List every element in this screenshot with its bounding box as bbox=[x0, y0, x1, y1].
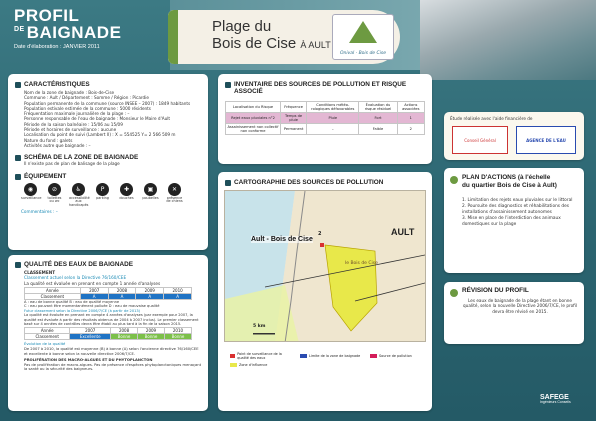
parking-icon: P bbox=[96, 183, 109, 196]
table-row: Année 2007 2008 2009 2010 bbox=[25, 328, 192, 334]
plan-bullet-icon bbox=[450, 176, 458, 184]
carac-line: Personne responsable de l'eau de baignade : Monsieur le Maire d'Ault bbox=[24, 116, 171, 122]
evolution-title: Évolution de la qualité bbox=[24, 342, 66, 347]
equipement-item: ◉ surveillance bbox=[21, 183, 40, 208]
legend-line: C : eau pouvant être momentanément polluée D : eau de mauvaise qualité bbox=[24, 304, 160, 309]
carac-line: Période de la saison balnéaire : 15/06 au 15/09 bbox=[24, 121, 123, 127]
table-row: Année 2007 2008 2009 2010 bbox=[25, 287, 192, 293]
profil-title-de: DE bbox=[14, 26, 25, 34]
classement-futur-table bbox=[24, 327, 192, 340]
plage-title-suffix: À AULT bbox=[300, 40, 331, 50]
plage-title bbox=[212, 18, 331, 52]
evolution-text: De 2007 à 2010, la qualité est moyenne (B) à bonne (A) selon l'ancienne directive 76/160/CEE et excellente à bonne selon la nouvelle directive 2006/7/CE. bbox=[24, 346, 199, 356]
water-drop-icon bbox=[15, 262, 21, 268]
map-scale: 5 km bbox=[253, 324, 266, 329]
safege-subtitle: Ingénieurs Conseils bbox=[540, 400, 571, 404]
pollution-map bbox=[224, 190, 426, 342]
date-elaboration: Date d'élaboration : JANVIER 2011 bbox=[14, 44, 100, 50]
plan-actions-card bbox=[444, 168, 584, 273]
equipment-icon bbox=[15, 174, 21, 180]
revision-card bbox=[444, 282, 584, 344]
plan-list bbox=[444, 198, 580, 228]
carac-line: Nature du fond : galets bbox=[24, 137, 73, 143]
equipement-item: ✚ douches bbox=[117, 183, 136, 208]
carac-line: Localisation du point de suivi (Lambert II) : X = 554525 Y= 2 566 509 m bbox=[24, 132, 176, 138]
futur-note: La qualité est évaluée en prenant en compte 4 années d'analyses (par exemple pour 2007, la qualité est évaluée à partir des résultats obtenus de 2004 à 2007 inclus). Le premier classement basé sur 4 années de contrôles devra être établi au plus tard à la fin de la saison 2015. bbox=[24, 313, 199, 326]
carac-line: Commune : Ault / Département : Somme / Région : Picardie bbox=[24, 95, 149, 101]
map-pin-icon bbox=[225, 180, 231, 186]
caracteristiques-list bbox=[24, 90, 203, 148]
carac-line: Activités autre que baignade : – bbox=[24, 142, 91, 148]
table-row: Rejet eaux pluviales n°2 Temps de pluie Pluie Fort 1 bbox=[226, 113, 425, 124]
equipement-item: ♿ accessibilité aux handicapés bbox=[69, 183, 88, 208]
cliff-photo bbox=[420, 0, 596, 80]
equipement-title: ÉQUIPEMENT bbox=[24, 172, 67, 180]
equipement-item: ✕ présence de chiens bbox=[165, 183, 184, 208]
safege-brand: SAFEGE bbox=[540, 394, 569, 401]
revision-title: RÉVISION DU PROFIL bbox=[462, 287, 529, 294]
accessibility-icon: ♿ bbox=[72, 183, 85, 196]
schema-title: SCHÉMA DE LA ZONE DE BAIGNADE bbox=[24, 154, 139, 162]
legend-item: Point de surveillance de la qualité des eaux bbox=[230, 352, 292, 360]
list-item: 2. Poursuite des diagnostics et réhabilitations des installations d'assainissement autonomes bbox=[462, 204, 570, 215]
legend-item: Source de pollution bbox=[370, 352, 432, 360]
inventaire-card bbox=[218, 74, 432, 164]
header-accent-tab bbox=[168, 10, 178, 64]
conseil-general-logo: Conseil Général bbox=[452, 126, 508, 154]
warning-icon bbox=[225, 82, 231, 88]
map-legend bbox=[230, 352, 432, 410]
sail-icon bbox=[349, 21, 377, 43]
carac-line: Fréquentation maximale journalière de la plage : – bbox=[24, 111, 130, 117]
map-icon bbox=[15, 155, 21, 161]
financement-card bbox=[444, 112, 584, 160]
agence-eau-logo: AGENCE DE L'EAU bbox=[516, 126, 576, 154]
actuel-title: Classement actuel selon la Directive 76/160/CEE bbox=[24, 275, 127, 281]
classement-actuel-table bbox=[24, 287, 192, 300]
caracteristiques-title: CARACTÉRISTIQUES bbox=[24, 81, 90, 88]
inventaire-table bbox=[225, 101, 425, 135]
equipement-footer: Commentaires : – bbox=[21, 209, 58, 215]
carac-line: Population permanente de la commune (source INSEE – 2007) : 1849 habitants bbox=[24, 100, 191, 106]
profil-title-line1: PROFIL bbox=[14, 6, 80, 25]
plage-title-line2: Bois de Cise bbox=[212, 35, 297, 52]
bin-icon: ▣ bbox=[144, 183, 157, 196]
no-smoking-icon: ⊘ bbox=[48, 183, 61, 196]
table-row: Localisation du Risque Fréquence Conditions météo-rologiques défavorables Évaluation du risque résiduel Actions associées bbox=[226, 102, 425, 113]
carac-line: Population estivale estimée de la commune : 5000 résidents bbox=[24, 105, 151, 111]
table-row: Classement A A A A bbox=[25, 293, 192, 299]
schema-note: Il n'existe pas de plan de balisage de la plage bbox=[24, 161, 120, 167]
plan-title-line1: PLAN D'ACTIONS (à l'échelle bbox=[462, 174, 551, 181]
plage-logo bbox=[332, 14, 394, 60]
map-label-beach: Ault - Bois de Cise bbox=[251, 236, 313, 243]
revision-bullet-icon bbox=[450, 289, 458, 297]
list-item: 3. Mise en place de l'interdiction des animaux domestiques sur la plage bbox=[462, 216, 561, 227]
scale-bar bbox=[253, 333, 275, 335]
map-label-number: 2 bbox=[318, 231, 322, 237]
source-pollution-marker bbox=[320, 243, 324, 247]
list-item: 1. Limitation des rejets eaux pluviales sur le littoral bbox=[462, 198, 573, 203]
safege-logo bbox=[540, 394, 571, 404]
prolif-title: PROLIFÉRATION DES MACRO-ALGUES ET DU PHYTOPLANCTON bbox=[24, 358, 153, 363]
map-label-bois: le Bois de Cise bbox=[345, 261, 378, 266]
plage-title-line1: Plage du bbox=[212, 18, 272, 35]
equipement-item: ▣ poubelles bbox=[141, 183, 160, 208]
legend-item: Zone d'influence bbox=[230, 363, 292, 367]
prolif-text: Pas de prolifération de macro-algues. Pas de présence d'espèces phytoplanctoniques menaçant la santé ou la sécurité des baigneurs. bbox=[24, 362, 202, 372]
cartographie-title: CARTOGRAPHIE DES SOURCES DE POLLUTION bbox=[234, 179, 384, 186]
actuel-note: La qualité est évaluée en prenant en compte 1 année d'analyses bbox=[24, 280, 161, 286]
equipement-item: ⊘ toilettes ou wc bbox=[45, 183, 64, 208]
carac-line: Nom de la zone de baignade : Bois-de-Cise bbox=[24, 90, 115, 95]
qualite-title: QUALITÉ DES EAUX DE BAIGNADE bbox=[24, 261, 134, 268]
caracteristiques-card bbox=[8, 74, 208, 250]
logo-caption: Onival · Bois de Cise bbox=[339, 51, 387, 56]
legend-line: A : eau de bonne qualité B : eau de qualité moyenne bbox=[24, 299, 120, 304]
profil-title bbox=[14, 6, 121, 50]
profil-title-line2: BAIGNADE bbox=[26, 23, 122, 42]
revision-text: Les eaux de baignade de la plage étant en bonne qualité, selon la nouvelle Directive 2006/7/CE, le profil devra être révisé en 2015. bbox=[463, 298, 577, 314]
carac-line: Période et horaires de surveillance : aucune bbox=[24, 127, 117, 133]
table-row: Assainissement non collectif non conforme Permanent – Faible 2 bbox=[226, 124, 425, 135]
equipement-item: P parking bbox=[93, 183, 112, 208]
qualite-card bbox=[8, 255, 208, 411]
classement-title: CLASSEMENT bbox=[24, 270, 56, 275]
cartographie-card bbox=[218, 172, 432, 411]
legend-item: Limite de la zone de baignade bbox=[300, 352, 362, 360]
surveillance-icon: ◉ bbox=[24, 183, 37, 196]
table-row: Classement Excellente Bonne Bonne Bonne bbox=[25, 334, 192, 340]
futur-title: Futur classement selon la Directive 2006/7/CE (à partir de 2013) bbox=[24, 308, 141, 313]
map-label-ault: AULT bbox=[391, 227, 415, 237]
info-icon bbox=[15, 82, 21, 88]
dog-icon: ✕ bbox=[168, 183, 181, 196]
financement-title: Étude réalisée avec l'aide financière de bbox=[450, 116, 533, 121]
equipement-list bbox=[21, 183, 203, 208]
shower-icon: ✚ bbox=[120, 183, 133, 196]
plan-title-line2: du quartier Bois de Cise à Ault) bbox=[462, 181, 557, 189]
inventaire-title: INVENTAIRE DES SOURCES DE POLLUTION ET RISQUE ASSOCIÉ bbox=[234, 81, 407, 95]
pollution-map-svg bbox=[225, 191, 426, 342]
